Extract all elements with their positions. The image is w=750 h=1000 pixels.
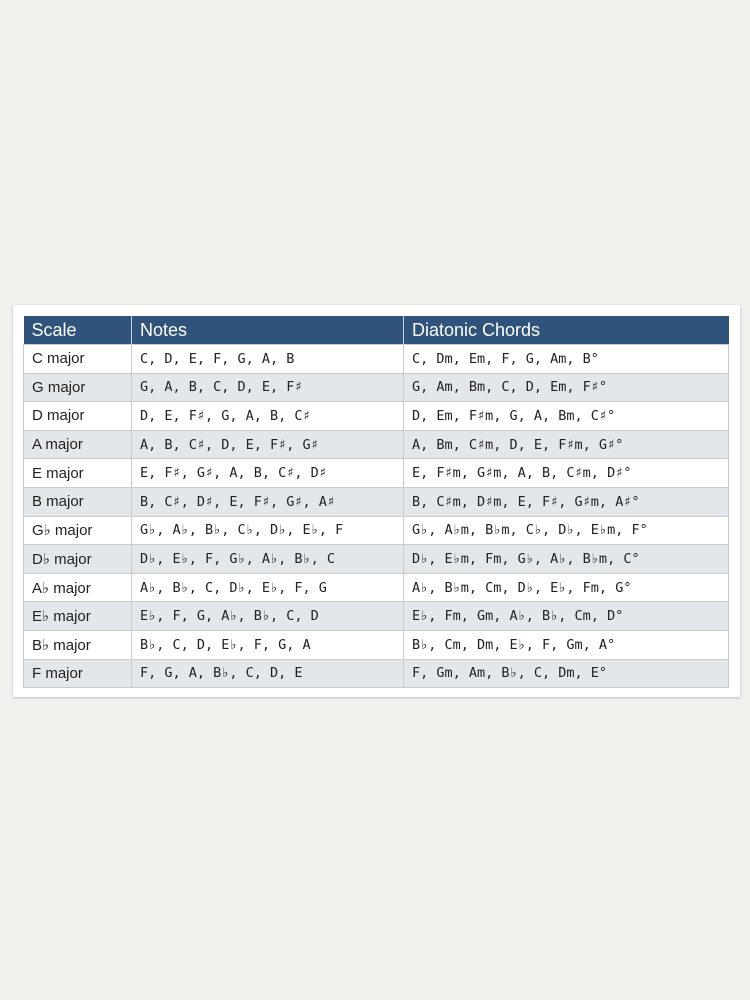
table-row [24, 659, 729, 688]
chords-cell: D♭, E♭m, Fm, G♭, A♭, B♭m, C° [404, 545, 729, 574]
scale-cell: D major [24, 402, 132, 431]
scale-cell: E♭ major [24, 602, 132, 631]
chords-cell: E♭, Fm, Gm, A♭, B♭, Cm, D° [404, 602, 729, 631]
scale-cell: G major [24, 373, 132, 402]
scale-cell: E major [24, 459, 132, 488]
chords-cell: G♭, A♭m, B♭m, C♭, D♭, E♭m, F° [404, 516, 729, 545]
chords-cell: F, Gm, Am, B♭, C, Dm, E° [404, 659, 729, 688]
notes-cell: F, G, A, B♭, C, D, E [132, 659, 404, 688]
table-row [24, 573, 729, 602]
notes-cell: C, D, E, F, G, A, B [132, 345, 404, 374]
table-row [24, 459, 729, 488]
notes-cell: D♭, E♭, F, G♭, A♭, B♭, C [132, 545, 404, 574]
notes-cell: E♭, F, G, A♭, B♭, C, D [132, 602, 404, 631]
table-header-row [24, 316, 729, 345]
header-diatonic-chords: Diatonic Chords [404, 316, 729, 345]
notes-cell: A♭, B♭, C, D♭, E♭, F, G [132, 573, 404, 602]
scale-cell: B major [24, 487, 132, 516]
table-row [24, 487, 729, 516]
chords-cell: A♭, B♭m, Cm, D♭, E♭, Fm, G° [404, 573, 729, 602]
photo-print [13, 305, 740, 697]
table-row [24, 602, 729, 631]
scale-cell: G♭ major [24, 516, 132, 545]
table-row [24, 630, 729, 659]
notes-cell: B♭, C, D, E♭, F, G, A [132, 630, 404, 659]
notes-cell: G, A, B, C, D, E, F♯ [132, 373, 404, 402]
chords-cell: D, Em, F♯m, G, A, Bm, C♯° [404, 402, 729, 431]
scale-cell: C major [24, 345, 132, 374]
chords-cell: C, Dm, Em, F, G, Am, B° [404, 345, 729, 374]
scale-cell: D♭ major [24, 545, 132, 574]
table-row [24, 345, 729, 374]
notes-cell: E, F♯, G♯, A, B, C♯, D♯ [132, 459, 404, 488]
chords-cell: G, Am, Bm, C, D, Em, F♯° [404, 373, 729, 402]
chords-cell: A, Bm, C♯m, D, E, F♯m, G♯° [404, 430, 729, 459]
table-row [24, 545, 729, 574]
chords-cell: B, C♯m, D♯m, E, F♯, G♯m, A♯° [404, 487, 729, 516]
scales-table [23, 316, 729, 688]
table-row [24, 402, 729, 431]
scale-cell: A major [24, 430, 132, 459]
notes-cell: A, B, C♯, D, E, F♯, G♯ [132, 430, 404, 459]
table-row [24, 516, 729, 545]
scale-cell: A♭ major [24, 573, 132, 602]
scale-cell: B♭ major [24, 630, 132, 659]
chords-cell: E, F♯m, G♯m, A, B, C♯m, D♯° [404, 459, 729, 488]
header-notes: Notes [132, 316, 404, 345]
table-row [24, 373, 729, 402]
notes-cell: B, C♯, D♯, E, F♯, G♯, A♯ [132, 487, 404, 516]
scale-cell: F major [24, 659, 132, 688]
chords-cell: B♭, Cm, Dm, E♭, F, Gm, A° [404, 630, 729, 659]
notes-cell: G♭, A♭, B♭, C♭, D♭, E♭, F [132, 516, 404, 545]
table-row [24, 430, 729, 459]
header-scale: Scale [24, 316, 132, 345]
notes-cell: D, E, F♯, G, A, B, C♯ [132, 402, 404, 431]
